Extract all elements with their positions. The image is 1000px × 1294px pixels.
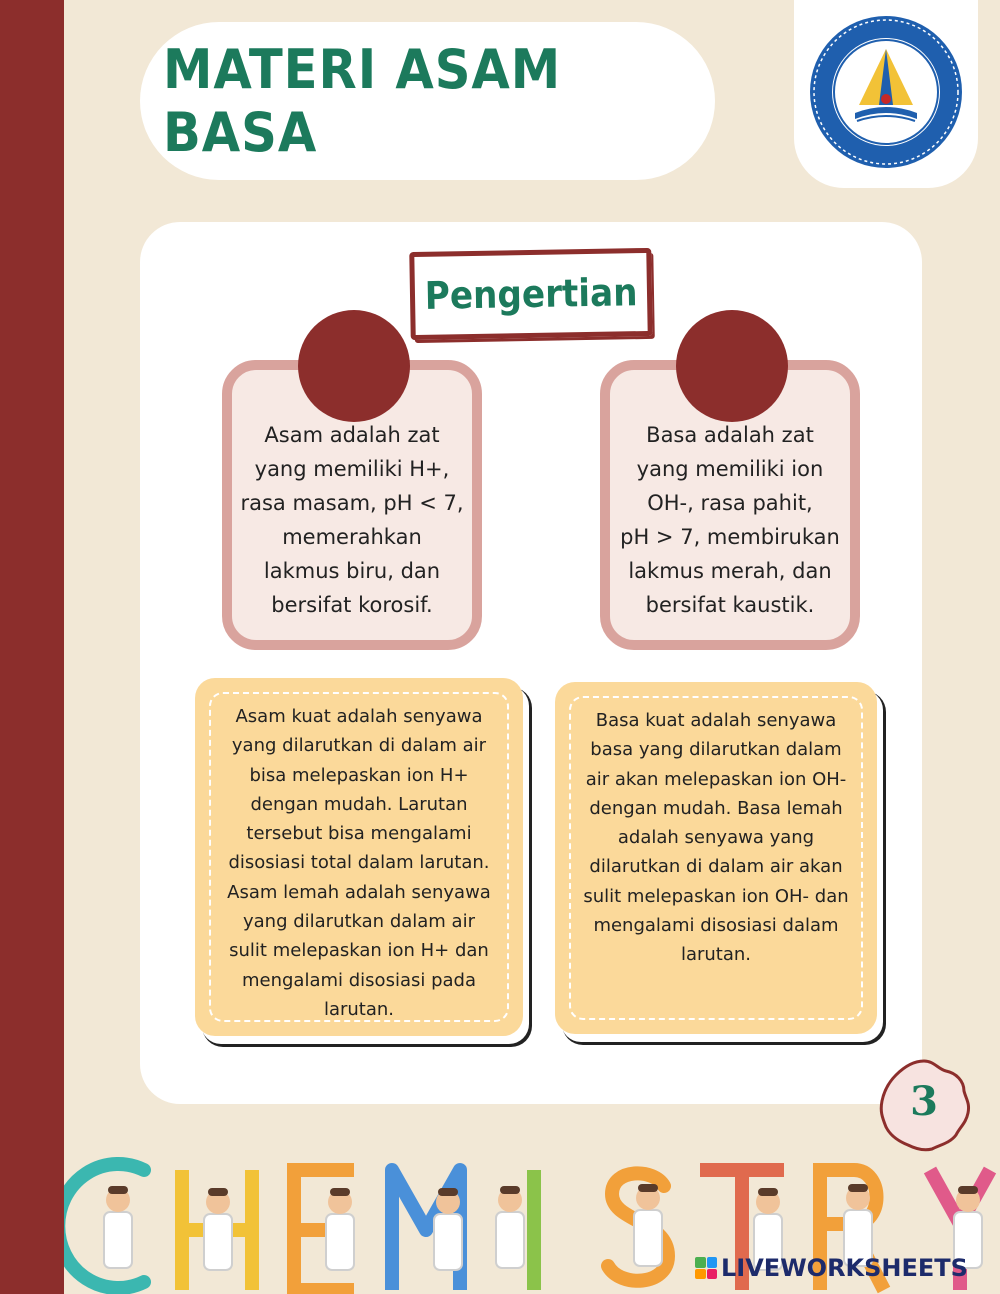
university-logo — [799, 13, 973, 171]
title-banner — [140, 22, 715, 180]
logo-tab — [794, 0, 978, 188]
acid-circle-badge — [298, 310, 410, 422]
base-detail-card — [555, 682, 877, 1034]
section-heading-frame — [409, 248, 652, 340]
base-circle-badge — [676, 310, 788, 422]
liveworksheets-brand — [695, 1254, 968, 1282]
base-definition-text: Basa adalah zat yang memiliki ion OH-, rasa pahit, pH > 7, membirukan lakmus merah, dan bersifat kaustik. — [620, 423, 840, 617]
acid-definition-text: Asam adalah zat yang memiliki H+, rasa masam, pH < 7, memerahkan lakmus biru, dan bersifat korosif. — [240, 423, 464, 617]
section-heading: Pengertian — [424, 270, 638, 318]
base-detail-border — [569, 696, 863, 1020]
acid-detail-card — [195, 678, 523, 1036]
page-number: 3 — [910, 1078, 938, 1125]
page-title: MATERI ASAM BASA — [163, 38, 562, 164]
left-accent-bar — [0, 0, 64, 1294]
brand-name: LIVEWORKSHEETS — [721, 1254, 968, 1282]
liveworksheets-logo-icon — [695, 1257, 717, 1279]
base-detail-text: Basa kuat adalah senyawa basa yang dilarutkan dalam air akan melepaskan ion OH- dengan mudah. Basa lemah adalah senyawa yang dilarutkan di dalam air akan sulit melepaskan ion OH- dan mengalami disosiasi dalam larutan. — [583, 710, 849, 966]
acid-detail-text: Asam kuat adalah senyawa yang dilarutkan di dalam air bisa melepaskan ion H+ dengan mudah. Larutan tersebut bisa mengalami disosiasi total dalam larutan. Asam lemah adalah senyawa yang dilarutkan dalam air sulit melepaskan ion H+ dan mengalami disosiasi pada larutan. — [227, 706, 491, 1020]
acid-detail-border — [209, 692, 509, 1022]
